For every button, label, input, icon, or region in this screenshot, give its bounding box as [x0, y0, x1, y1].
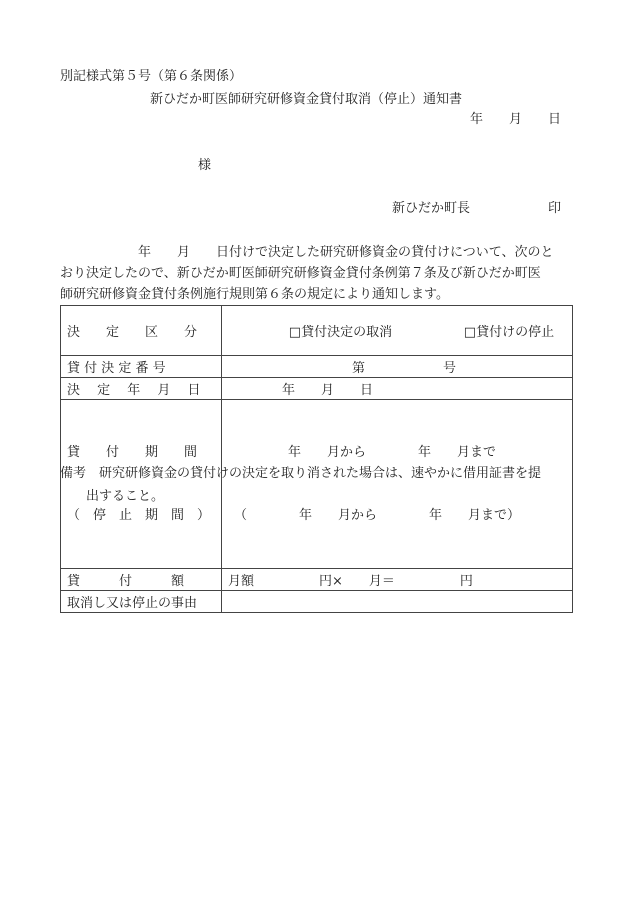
- loan-period-label: 貸 付 期 間 （ 停 止 期 間 ）: [61, 400, 222, 569]
- addressee-suffix: 様: [198, 158, 212, 173]
- reason-value: [222, 591, 573, 613]
- body-line: おり決定したので、新ひだか町医師研究研修資金貸付条例第７条及び新ひだか町医: [60, 266, 541, 281]
- decision-type-label: 決 定 区 分: [61, 306, 222, 356]
- notice-body: [60, 242, 575, 305]
- note-line: 備考 研究研修資金の貸付けの決定を取り消された場合は、速やかに借用証書を提: [60, 466, 542, 481]
- notice-table: [60, 305, 573, 613]
- table-row: [61, 356, 573, 378]
- decision-date-value: 年 月 日: [222, 378, 573, 400]
- decision-number-label: 貸 付 決 定 番 号: [61, 356, 222, 378]
- table-row: [61, 569, 573, 591]
- cancel-option[interactable]: □貸付決定の取消: [288, 325, 393, 340]
- loan-amount-value: 月額 円× 月＝ 円: [222, 569, 573, 591]
- reason-label: 取消し又は停止の事由: [61, 591, 222, 613]
- body-line: 年 月 日付けで決定した研究研修資金の貸付けについて、次のと: [60, 245, 554, 260]
- stop-option[interactable]: □貸付けの停止: [463, 325, 555, 340]
- decision-date-label: 決 定 年 月 日: [61, 378, 222, 400]
- note-line: 出すること。: [60, 489, 165, 504]
- form-number: 別記様式第５号（第６条関係）: [60, 69, 243, 84]
- remarks-note: [60, 462, 575, 508]
- table-row: [61, 306, 573, 356]
- decision-number-value: 第 号: [222, 356, 573, 378]
- loan-amount-label: 貸 付 額: [61, 569, 222, 591]
- sender-line: 新ひだか町長 印: [392, 201, 562, 216]
- decision-type-options: [222, 306, 573, 356]
- loan-period-value: 年 月から 年 月まで （ 年 月から 年 月まで）: [222, 400, 573, 569]
- issue-date: 年 月 日: [470, 112, 562, 127]
- document-title: 新ひだか町医師研究研修資金貸付取消（停止）通知書: [150, 92, 463, 107]
- body-line: 師研究研修資金貸付条例施行規則第６条の規定により通知します。: [60, 287, 449, 302]
- table-row: [61, 378, 573, 400]
- table-row: [61, 591, 573, 613]
